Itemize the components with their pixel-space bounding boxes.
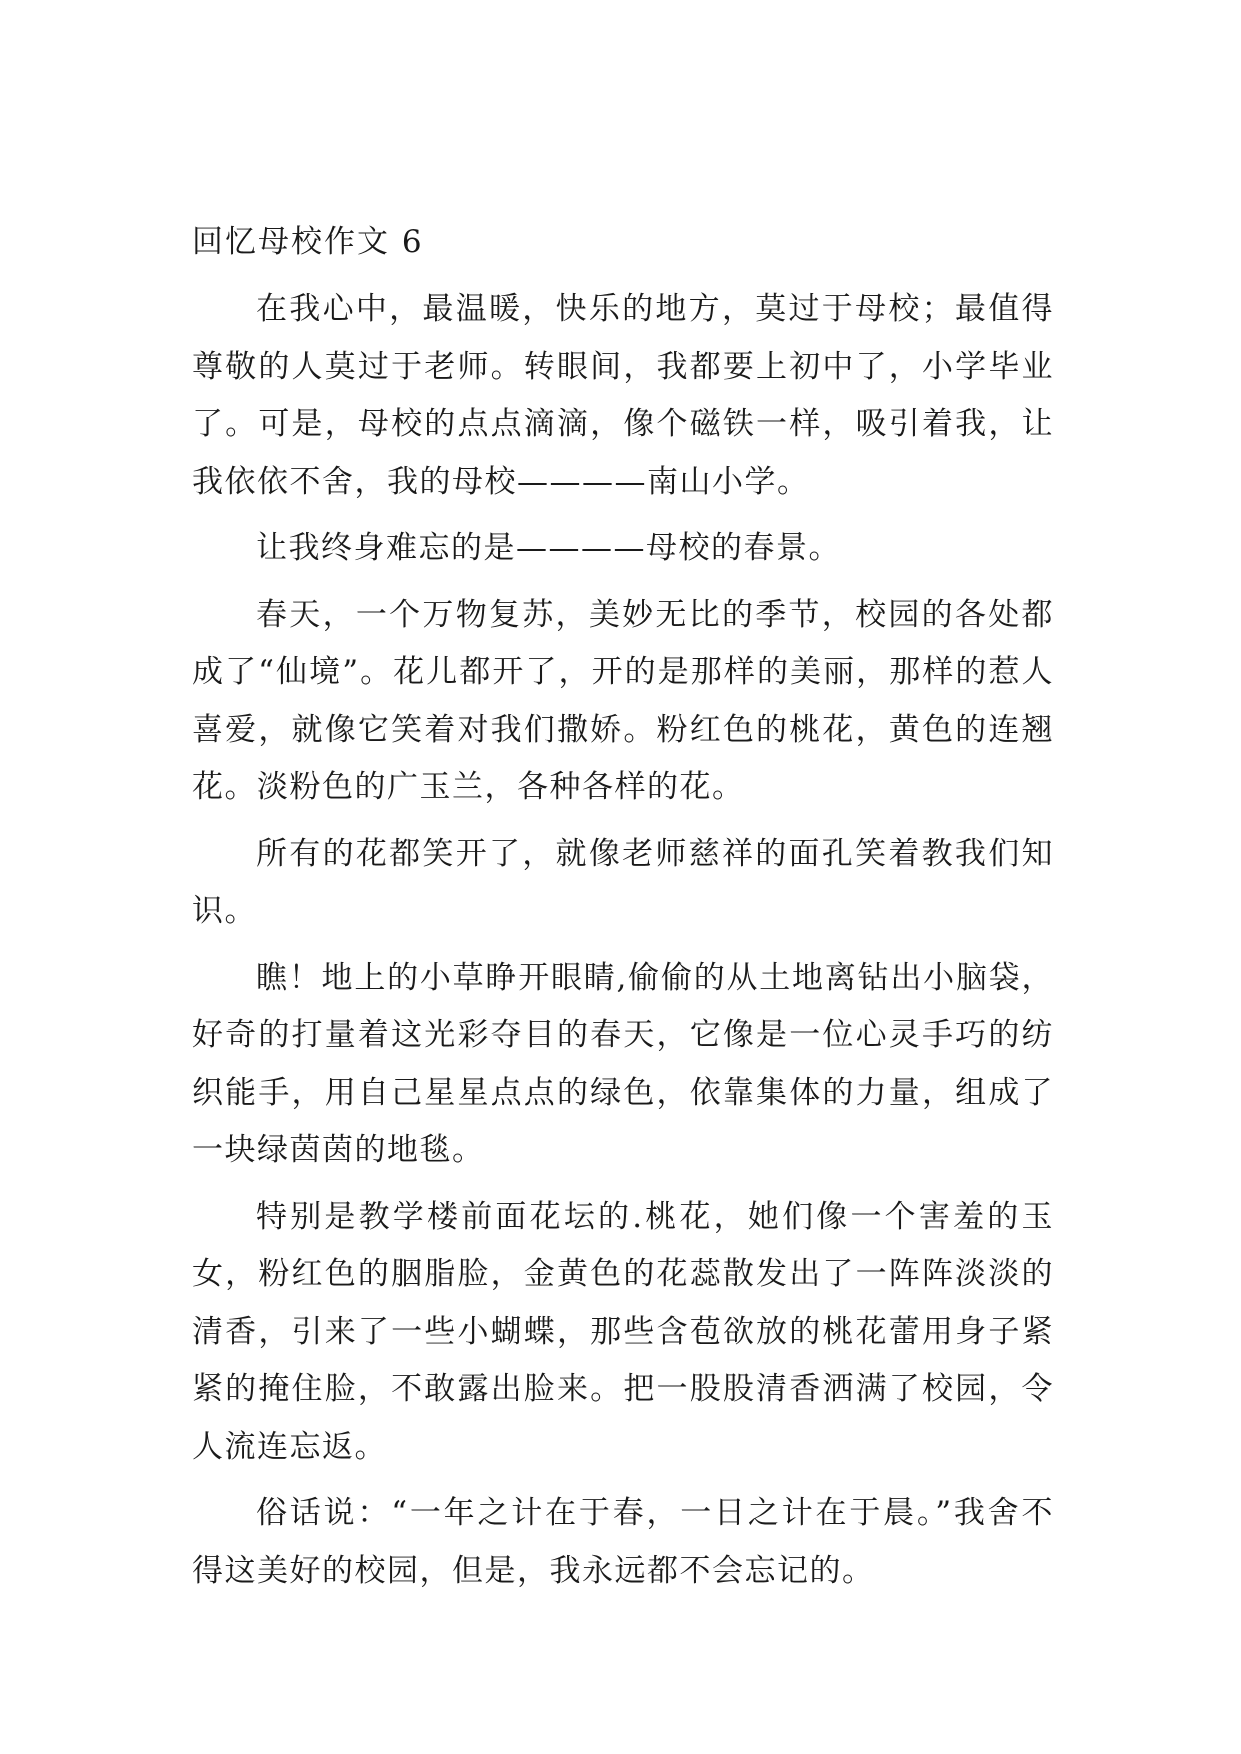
paragraph-5: 瞧！地上的小草睁开眼睛,偷偷的从土地离钻出小脑袋，好奇的打量着这光彩夺目的春天，它像是一位心灵手巧的纺织能手，用自己星星点点的绿色，依靠集体的力量，组成了一块绿茵茵的地毯。: [192, 959, 1054, 1168]
document-body: [192, 281, 1054, 1609]
paragraph-6: 特别是教学楼前面花坛的.桃花，她们像一个害羞的玉女，粉红色的胭脂脸，金黄色的花蕊散发出了一阵阵淡淡的清香，引来了一些小蝴蝶，那些含苞欲放的桃花蕾用身子紧紧的掩住脸，不敢露出脸来。把一股股清香洒满了校园，令人流连忘返。: [192, 1198, 1054, 1465]
paragraph-4: 所有的花都笑开了，就像老师慈祥的面孔笑着教我们知识。: [192, 835, 1054, 929]
paragraph-7: 俗话说：“一年之计在于春，一日之计在于晨。”我舍不得这美好的校园，但是，我永远都不会忘记的。: [192, 1495, 1054, 1589]
document-title: 回忆母校作文 6: [192, 224, 424, 260]
paragraph-1: 在我心中，最温暖，快乐的地方，莫过于母校；最值得尊敬的人莫过于老师。转眼间，我都要上初中了，小学毕业了。可是，母校的点点滴滴，像个磁铁一样，吸引着我，让我依依不舍，我的母校————南山小学。: [192, 291, 1054, 500]
paragraph-2: 让我终身难忘的是————母校的春景。: [256, 530, 841, 566]
paragraph-3: 春天，一个万物复苏，美妙无比的季节，校园的各处都成了“仙境”。花儿都开了，开的是那样的美丽，那样的惹人喜爱，就像它笑着对我们撒娇。粉红色的桃花，黄色的连翘花。淡粉色的广玉兰，各种各样的花。: [192, 596, 1054, 805]
